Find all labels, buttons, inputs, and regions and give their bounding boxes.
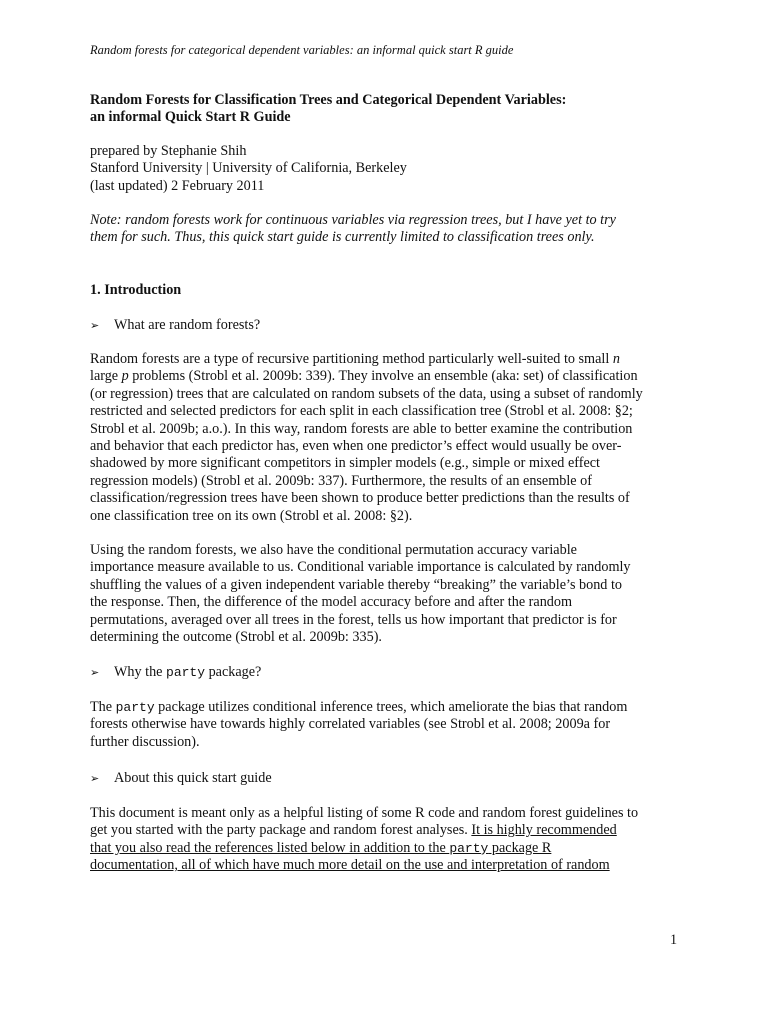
para-line: large p problems (Strobl et al. 2009b: 339). They involve an ensemble (aka: set) of classification xyxy=(90,368,638,385)
bullet-what-are-random-forests xyxy=(90,317,682,335)
bullet-why-party: ➢ Why the party package? xyxy=(90,664,682,682)
para-line: importance measure available to us. Conditional variable importance is calculated by randomly xyxy=(90,559,631,576)
para-line: restricted and selected predictors for each split in each classification tree (Strobl et al. 2008: §2; xyxy=(90,403,633,420)
bullet-about-guide xyxy=(90,770,682,788)
para-line: This document is meant only as a helpful listing of some R code and random forest guidelines to xyxy=(90,805,639,821)
author-affiliation: Stanford University | University of California, Berkeley xyxy=(90,160,407,177)
para-line: further discussion). xyxy=(90,733,200,750)
running-header: Random forests for categorical dependent variables: an informal quick start R guide xyxy=(90,43,514,57)
title-line-2: an informal Quick Start R Guide xyxy=(90,109,291,126)
section-heading: 1. Introduction xyxy=(90,282,182,298)
code-party: party xyxy=(449,840,489,856)
para-line: one classification tree on its own (Strobl et al. 2008: §2). xyxy=(90,507,413,524)
para-line: (or regression) trees that are calculated on random subsets of the data, using a subset of randomly xyxy=(90,385,643,402)
author-updated: (last updated) 2 February 2011 xyxy=(90,177,265,194)
document-title xyxy=(90,92,682,127)
para-line: Random forests are a type of recursive partitioning method particularly well-suited to small n xyxy=(90,351,620,367)
code-party: party xyxy=(166,665,206,680)
para-line: The party package utilizes conditional inference trees, which ameliorate the bias that random xyxy=(90,699,628,715)
para-line: documentation, all of which have much more detail on the use and interpretation of random xyxy=(90,857,610,874)
para-line: forests otherwise have towards highly correlated variables (see Strobl et al. 2008; 2009a for xyxy=(90,716,611,733)
arrow-bullet-icon: ➢ xyxy=(90,320,100,332)
code-party: party xyxy=(115,700,155,715)
note-block xyxy=(90,212,682,247)
arrow-bullet-icon: ➢ xyxy=(90,773,100,785)
author-prepared: prepared by Stephanie Shih xyxy=(90,143,247,159)
para-line: Strobl et al. 2009b; a.o.). In this way, random forests are able to better examine the contribution xyxy=(90,420,633,437)
para-line: regression models) (Strobl et al. 2009b: 337). Furthermore, the results of an ensemble of xyxy=(90,472,592,489)
paragraph-variable-importance xyxy=(90,542,682,646)
bullet-text: What are random forests? xyxy=(114,317,261,333)
para-line: get you started with the party package and random forest analyses. It is highly recommended xyxy=(90,822,617,839)
para-line: that you also read the references listed below in addition to the party package R xyxy=(90,839,552,856)
para-line: determining the outcome (Strobl et al. 2009b: 335). xyxy=(90,629,382,646)
para-line: shuffling the values of a given independent variable thereby “breaking” the variable’s bond to xyxy=(90,576,622,593)
para-line: shadowed by more significant competitors in simpler models (e.g., simple or mixed effect xyxy=(90,455,600,472)
note-line-2: them for such. Thus, this quick start guide is currently limited to classification trees only. xyxy=(90,229,595,246)
arrow-bullet-icon: ➢ xyxy=(90,667,100,679)
author-block xyxy=(90,143,682,195)
para-line: classification/regression trees have been shown to produce better predictions than the results of xyxy=(90,490,630,507)
para-line: the response. Then, the difference of the model accuracy before and after the random xyxy=(90,594,573,611)
paragraph-about-guide xyxy=(90,805,682,875)
para-line: and behavior that each predictor has, even when one predictor’s effect would usually be over- xyxy=(90,438,622,455)
paragraph-party-package xyxy=(90,699,682,751)
paragraph-random-forests xyxy=(90,351,682,525)
page-number: 1 xyxy=(670,932,678,948)
para-line: Using the random forests, we also have the conditional permutation accuracy variable xyxy=(90,542,577,558)
bullet-text: About this quick start guide xyxy=(114,770,272,786)
note-line-1: Note: random forests work for continuous variables via regression trees, but I have yet to try xyxy=(90,212,616,228)
title-line-1: Random Forests for Classification Trees and Categorical Dependent Variables: xyxy=(90,92,567,108)
para-line: permutations, averaged over all trees in the forest, tells us how important that predictor is for xyxy=(90,611,617,628)
